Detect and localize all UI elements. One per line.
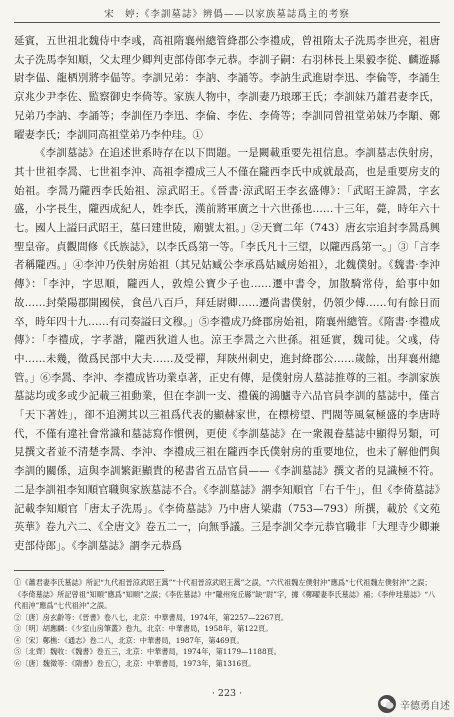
footnote: ⑥〔唐〕魏徵等：《隋書》卷五〇，北京：中華書局，1973年，第1316頁。 [14,658,256,668]
body-text [14,32,440,552]
wechat-icon [378,695,396,713]
footnote: ⑤〔北齊〕魏收：《魏書》卷五三，北京：中華書局，1974年，第1179—1188頁。 [14,647,281,656]
watermark-text: 辛德勇自述 [400,700,450,712]
page-number: · 223 · [211,688,243,699]
footnotes [14,577,440,679]
footnote: ③〔明〕胡應麟：《少室山房筆叢》卷九，北京：中華書局，1958年，第122頁。 [14,624,273,633]
footnote-rule [14,570,164,571]
paragraph: 《李訓墓誌》在追述世系時存在以下問題。一是闕載重要先祖信息。李訓墓志佚射房，其十世祖李暠、七世祖李沖、高祖李禮成三人不僅在隴西李氏中成就最高，也是重要房支的始祖。李暠乃隴西李氏始祖、涼武昭王。《晉書·涼武昭王李玄盛傳》：「武昭王諱暠，字玄盛，小字長生，隴西成紀人，姓李氏，漢前將軍廣之十六世孫也……十三年，薨，時年六十七。國人上謚曰武昭王，墓曰建世陵，廟號太祖。」②天寶二年（743）唐玄宗追封李暠爲興聖皇帝。貞觀間修《氏族誌》，以李氏爲第一等。「李氏凡十三望，以隴西爲第一。」③「言李者稱隴西。」④李沖乃佚射房始祖（其兄姑臧公李承爲姑臧房始祖），北魏僕射。《魏書·李沖傳》：「李沖，字思順，隴西人，敦煌公寶少子也……遷中書令，加散騎常侍，給事中如故……封榮陽郡開國侯，食邑八百戶，拜廷尉卿……遷尚書僕射，仍領少傅……旬有餘日而卒，時年四十九……有司奏謚曰文穆。」⑤李禮成乃絳郡房始祖，隋襄州總管。《隋書·李禮成傳》：「李禮成，字孝諧，隴西狄道人也。涼王李暠之六世孫。祖延實，魏司徒。父彧，侍中……未幾，徵爲民部中大夫……及受禪，拜陝州刺史，進封絳郡公……歲餘，出拜襄州總管。」⑥李暠、李沖、李禮成皆功業卓著，正史有傳，是僕射房人墓誌推尊的三祖。李訓家族墓誌均或多或少記載三祖動業，但在李訓一支、禮儀的鴻臚寺六品官員李訓的墓誌中，僅言「天下著姓」，卻不追溯其以三祖爲代表的顯赫家世，在標榜望、門閥等風氣極盛的李唐時代，不僅有違社會常識和墓誌寫作慣例，更使《李訓墓誌》在一衆親眷墓誌中顯得另類，可見撰文者並不清楚李暠、李沖、李禮成三祖在隴西李氏僕射房的重要地位，也未了解他們與李訓的關係，這與李訓繁鉅顯貴的秘書省五品官員——《李訓墓誌》撰文者的見識極不符。二是李訓祖李知順官職與家族墓誌不合。《李訓墓誌》謂李知順官「右千牛」，但《李倚墓誌》記載李知順官「唐太子洗馬」。《李倚墓誌》乃中唐人梁肅（753—793）所撰，載於《文苑英華》卷九六二、《全唐文》卷五二一，向無爭議。三是李訓父李元恭官職非「大理寺少卿兼吏部侍郎」。《李訓墓誌》謂李元恭爲 [14,147,440,552]
header-rule [14,22,440,23]
footnote: ②〔唐〕房玄齡等：《晉書》卷八七，北京：中華書局，1974年，第2257—2267頁。 [14,612,289,622]
running-header: 宋 婷:《李訓墓誌》辨僞——以家族墓誌爲主的考察 [104,9,350,20]
paragraph: 延賓，五世祖北魏侍中李彧，高祖隋襄州總管絳郡公李禮成，曾祖隋太子洗馬李世亮，祖唐太子洗馬李知順，父太理少卿判吏部侍郎李元恭。李訓子嗣：右羽林長上果毅李從、麟遊縣尉李偘、龍栖別將李偘等。李訓兄弟：李訥、李誦等。李訥生武進尉李迅、李倫等，李誦生京兆少尹李佐、監察御史李倚等。家族人物中，李訓妻乃琅琊王氏；李訓妹乃蕭君妻李氏，兄弟乃李訥、李誦等；李訓侄乃李迅、李倫、李佐、李倚等；李訓同曾祖堂弟妹乃李顒、鄭曜妻李氏；李訓同高祖堂弟乃李仲珪。① [14,35,440,141]
footnote: ①《蕭君妻李氏墓誌》所記“九代祖晉涼武昭王暠”“十代祖晉涼武昭王暠”之誤，“六代祖魏左僕射沖”應爲“七代祖魏左僕射沖”之誤；《李倚墓誌》所記曾祖“知順”應爲“知順”之誤；《李佐墓誌》中“隴州宛丘縣”缺“尉”字，據《鄭曜妻李氏墓誌》補；《李仲珪墓誌》“八代祖沖”應爲“七代祖沖”之誤。 [14,578,436,610]
watermark [378,695,450,713]
footnote: ④〔宋〕鄭樵：《通志》卷二八，北京：中華書局，1987年，第469頁。 [14,635,244,645]
